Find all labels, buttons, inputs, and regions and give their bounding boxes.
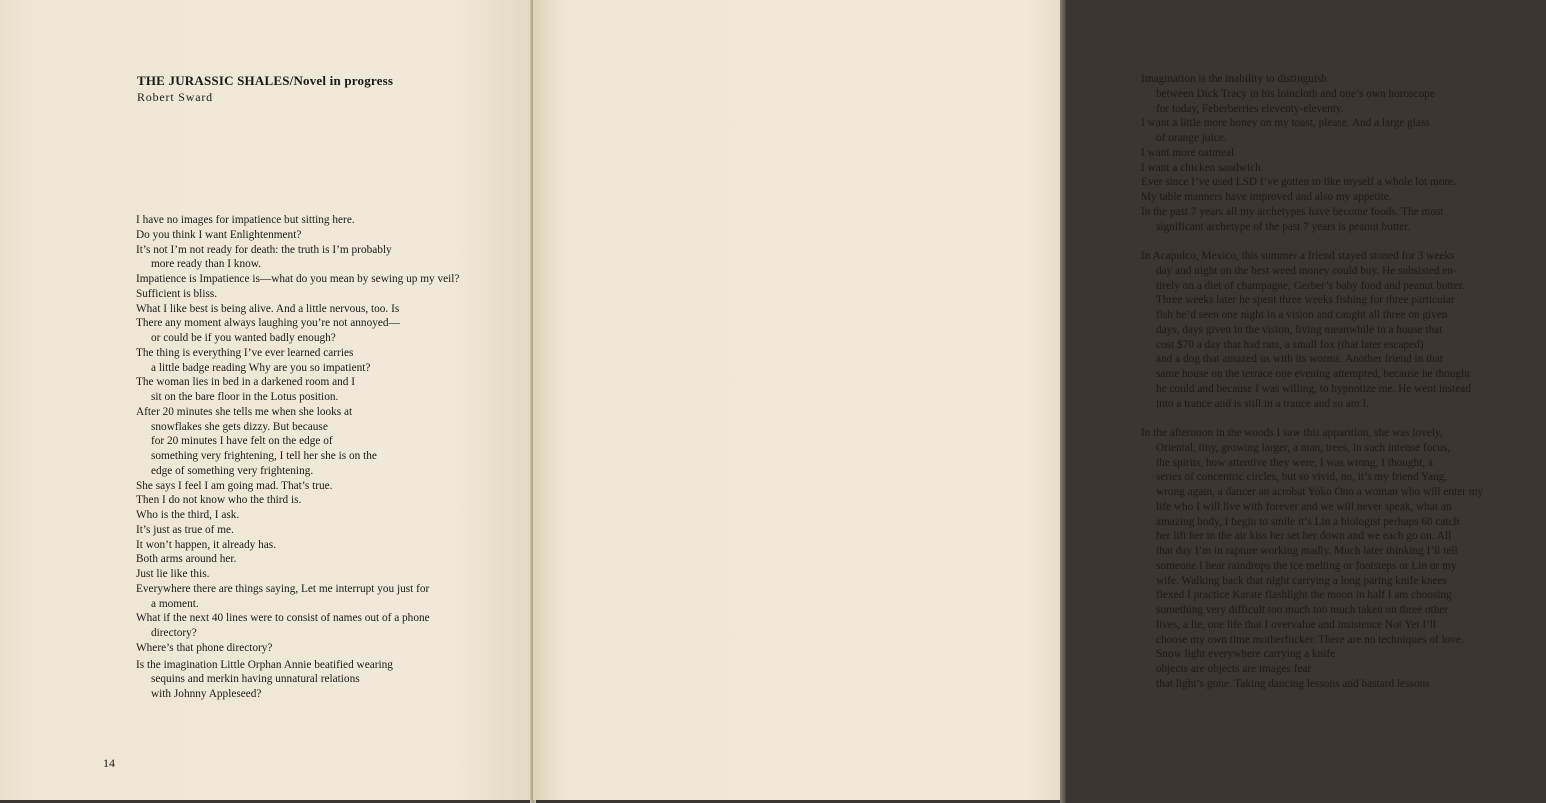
text-line: Both arms around her. — [136, 553, 237, 566]
text-line: In Acapulco, Mexico, this summer a friend stayed stoned for 3 weeks — [1141, 250, 1455, 262]
page-number: 14 — [103, 756, 115, 770]
text-line: choose my own time motherfucker. There are no techniques of love. — [1156, 633, 1464, 646]
text-line: for today, Feberberries eleventy-eleventy. — [1156, 102, 1344, 115]
text-line: It’s just as true of me. — [136, 523, 234, 536]
text-line: of orange juice. — [1156, 132, 1227, 144]
page-edge — [1060, 0, 1066, 803]
text-line: with Johnny Appleseed? — [151, 688, 262, 700]
text-line: I want more oatmeal — [1141, 146, 1235, 159]
text-line: into a trance and is still in a trance and so am I. — [1156, 397, 1370, 410]
text-line: sequins and merkin having unnatural relations — [151, 673, 360, 686]
text-line: Impatience is Impatience is—what do you mean by sewing up my veil? — [136, 273, 460, 285]
text-line: that light’s gone. Taking dancing lessons and bastard lessons — [1156, 677, 1430, 690]
text-line: that day I’m in rapture working madly. Much later thinking I’ll tell — [1156, 545, 1458, 557]
text-line: day and night on the best weed money could buy. He subsisted en- — [1156, 264, 1457, 277]
text-line: between Dick Tracy in his loincloth and one’s own horoscope — [1156, 87, 1435, 100]
text-line: Three weeks later he spent three weeks fishing for three particular — [1156, 294, 1455, 307]
left-page — [0, 0, 533, 800]
text-line: a moment. — [151, 597, 199, 610]
text-line: wife. Walking back that night carrying a long paring knife knees — [1156, 574, 1447, 587]
text-line: The thing is everything I’ve ever learned carries — [136, 346, 354, 359]
text-line: life who I will live with forever and we will never speak, what an — [1156, 500, 1452, 513]
text-line: Sufficient is bliss. — [136, 287, 218, 300]
text-line: There any moment always laughing you’re not annoyed— — [136, 317, 400, 330]
text-line: Is the imagination Little Orphan Annie beatified wearing — [136, 658, 393, 671]
text-line: tirely on a diet of champagne, Gerber’s baby food and peanut butter. — [1156, 279, 1465, 292]
text-line: Imagination is the inability to distinguish — [1141, 73, 1328, 85]
text-line: wrong again, a dancer an acrobat Yoko Ono a woman who will enter my — [1156, 486, 1484, 498]
text-line: or could be if you wanted badly enough? — [151, 332, 336, 344]
text-line: It won’t happen, it already has. — [136, 538, 277, 551]
text-line: something very frightening, I tell her she is on the — [151, 450, 377, 462]
text-line: days, days given in the vision, living meanwhile in a house that — [1156, 323, 1443, 336]
right-poem-text — [1141, 72, 1546, 692]
text-line: he could and because I was willing, to hypnotize me. He went instead — [1156, 382, 1471, 395]
text-line: objects are objects are images fear — [1156, 663, 1312, 675]
text-line: for 20 minutes I have felt on the edge of — [151, 435, 333, 448]
text-line: Where’s that phone directory? — [136, 641, 273, 654]
page-title: THE JURASSIC SHALES/Novel in progress — [137, 73, 394, 88]
text-line: more ready than I know. — [151, 258, 262, 271]
text-line: My table manners have improved and also my appetite. — [1141, 191, 1392, 203]
text-line: edge of something very frightening. — [151, 464, 314, 477]
text-line: series of concentric circles, but so vivid, no, it’s my friend Yang, — [1156, 471, 1448, 484]
text-line: What if the next 40 lines were to consist of names out of a phone — [136, 612, 430, 625]
text-line: Do you think I want Enlightenment? — [136, 228, 302, 241]
text-line: After 20 minutes she tells me when she looks at — [136, 405, 353, 418]
text-line: What I like best is being alive. And a little nervous, too. Is — [136, 302, 400, 315]
text-line: the spirits, how attentive they were, I was wrong, I thought, a — [1156, 456, 1434, 469]
text-line: directory? — [151, 627, 197, 639]
text-line: It’s not I’m not ready for death: the truth is I’m probably — [136, 243, 392, 256]
text-line: Oriental, tiny, growing larger, a man, trees, in such intense focus, — [1156, 441, 1451, 454]
text-line: She says I feel I am going mad. That’s true. — [136, 479, 333, 492]
text-line: amazing body, I begin to smile it’s Lin a biologist perhaps 60 catch — [1156, 515, 1460, 528]
text-line: In the past 7 years all my archetypes have become foods. The most — [1141, 205, 1444, 218]
text-line: In the afternoon in the woods I saw this apparition, she was lovely, — [1141, 427, 1443, 439]
author-name: Robert Sward — [137, 90, 213, 104]
stanza-break — [1141, 234, 1546, 249]
stanza-break — [1141, 411, 1546, 426]
text-line: Ever since I’ve used LSD I’ve gotten to like myself a whole lot more. — [1141, 176, 1456, 189]
text-line: I have no images for impatience but sitting here. — [136, 214, 355, 226]
text-line: Who is the third, I ask. — [136, 509, 240, 521]
text-line: significant archetype of the past 7 years is peanut butter. — [1156, 220, 1411, 233]
text-line: Then I do not know who the third is. — [136, 494, 302, 507]
text-line: fish he’d seen one night in a vision and caught all three on given — [1156, 309, 1448, 321]
text-line: flexed I practice Karate flashlight the moon in half I am choosing — [1156, 589, 1452, 602]
text-line: Snow light everywhere carrying a knife — [1156, 648, 1336, 661]
text-line: Everywhere there are things saying, Let me interrupt you just for — [136, 582, 430, 595]
text-line: snowflakes she gets dizzy. But because — [151, 420, 328, 433]
left-poem-text — [136, 213, 506, 702]
right-page — [533, 0, 1484, 800]
text-line: same house on the terrace one evening attempted, because he thought — [1156, 368, 1470, 380]
text-line: and a dog that amazed us with its worms. Another friend in that — [1156, 353, 1444, 366]
text-line: something very difficult too much too much taken on three other — [1156, 604, 1449, 616]
text-line: Just lie like this. — [136, 568, 210, 580]
text-line: I want a chicken sandwich. — [1141, 161, 1264, 174]
text-line: a little badge reading Why are you so impatient? — [151, 361, 371, 374]
text-line: sit on the bare floor in the Lotus position. — [151, 391, 339, 403]
text-line: lives, a lie, one life that I overvalue and insistence Not Yet I’ll — [1156, 618, 1437, 631]
text-line: I want a little more honey on my toast, please. And a large glass — [1141, 117, 1430, 130]
text-line: cost $70 a day that had rats, a small fox (that later escaped) — [1156, 338, 1424, 351]
text-line: The woman lies in bed in a darkened room and I — [136, 376, 355, 389]
text-line: someone I hear raindrops the ice melting or footsteps or Lin or my — [1156, 559, 1457, 572]
text-line: her lift her in the air kiss her set her down and we each go on. All — [1156, 530, 1452, 543]
